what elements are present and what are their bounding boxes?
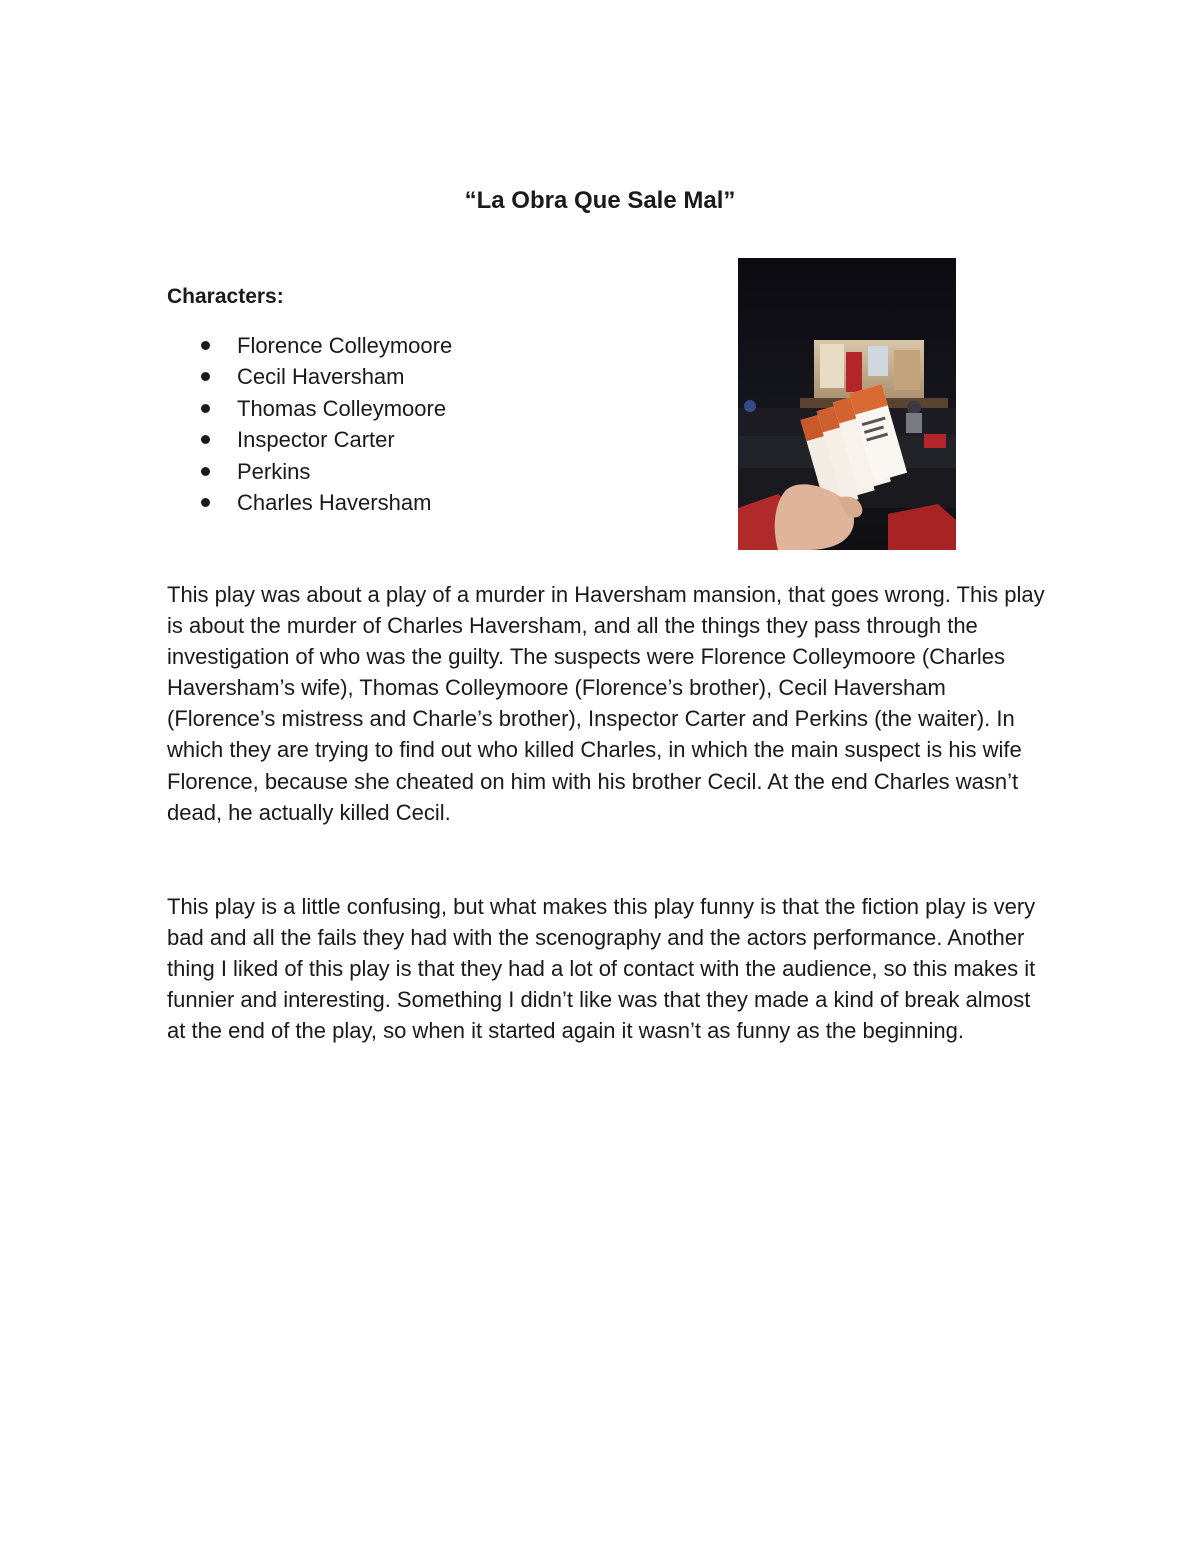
list-item — [167, 393, 452, 424]
list-item — [167, 330, 452, 361]
list-item — [167, 456, 452, 487]
list-item — [167, 424, 452, 455]
characters-heading: Characters: — [167, 285, 284, 308]
bullet-icon — [201, 404, 210, 413]
summary-paragraph: This play was about a play of a murder in Haversham mansion, that goes wrong. This play is about the murder of Charles Haversham, and all the things they pass through the investigation of who was the guilty. The suspects were Florence Colleymoore (Charles Haversham’s wife), Thomas Colleymoore (Florence’s brother), Cecil Haversham (Florence’s mistress and Charle’s brother), Inspector Carter and Perkins (the waiter). In which they are trying to find out who killed Charles, in which the main suspect is his wife Florence, because she cheated on him with his brother Cecil. At the end Charles wasn’t dead, he actually killed Cecil. — [167, 582, 1045, 825]
character-name: Thomas Colleymoore — [237, 395, 447, 421]
opinion-paragraph: This play is a little confusing, but what makes this play funny is that the fiction play is very bad and all the fails they had with the scenography and the actors performance. Another thing I liked of this play is that they had a lot of contact with the audience, so this makes it funnier and interesting. Something I didn’t like was that they made a kind of break almost at the end of the play, so when it started again it wasn’t as funny as the beginning. — [167, 894, 1036, 1044]
bullet-icon — [201, 435, 210, 444]
character-name: Cecil Haversham — [237, 364, 405, 390]
bullet-icon — [201, 498, 210, 507]
list-item — [167, 487, 452, 518]
list-item — [167, 361, 452, 392]
character-name: Perkins — [237, 458, 311, 484]
bullet-icon — [201, 467, 210, 476]
document-title: “La Obra Que Sale Mal” — [464, 187, 736, 214]
bullet-icon — [201, 341, 210, 350]
characters-list — [167, 330, 452, 518]
character-name: Florence Colleymoore — [237, 333, 453, 358]
character-name: Charles Haversham — [237, 489, 432, 515]
bullet-icon — [201, 372, 210, 381]
theater-tickets-photo — [738, 258, 956, 550]
character-name: Inspector Carter — [237, 427, 395, 453]
